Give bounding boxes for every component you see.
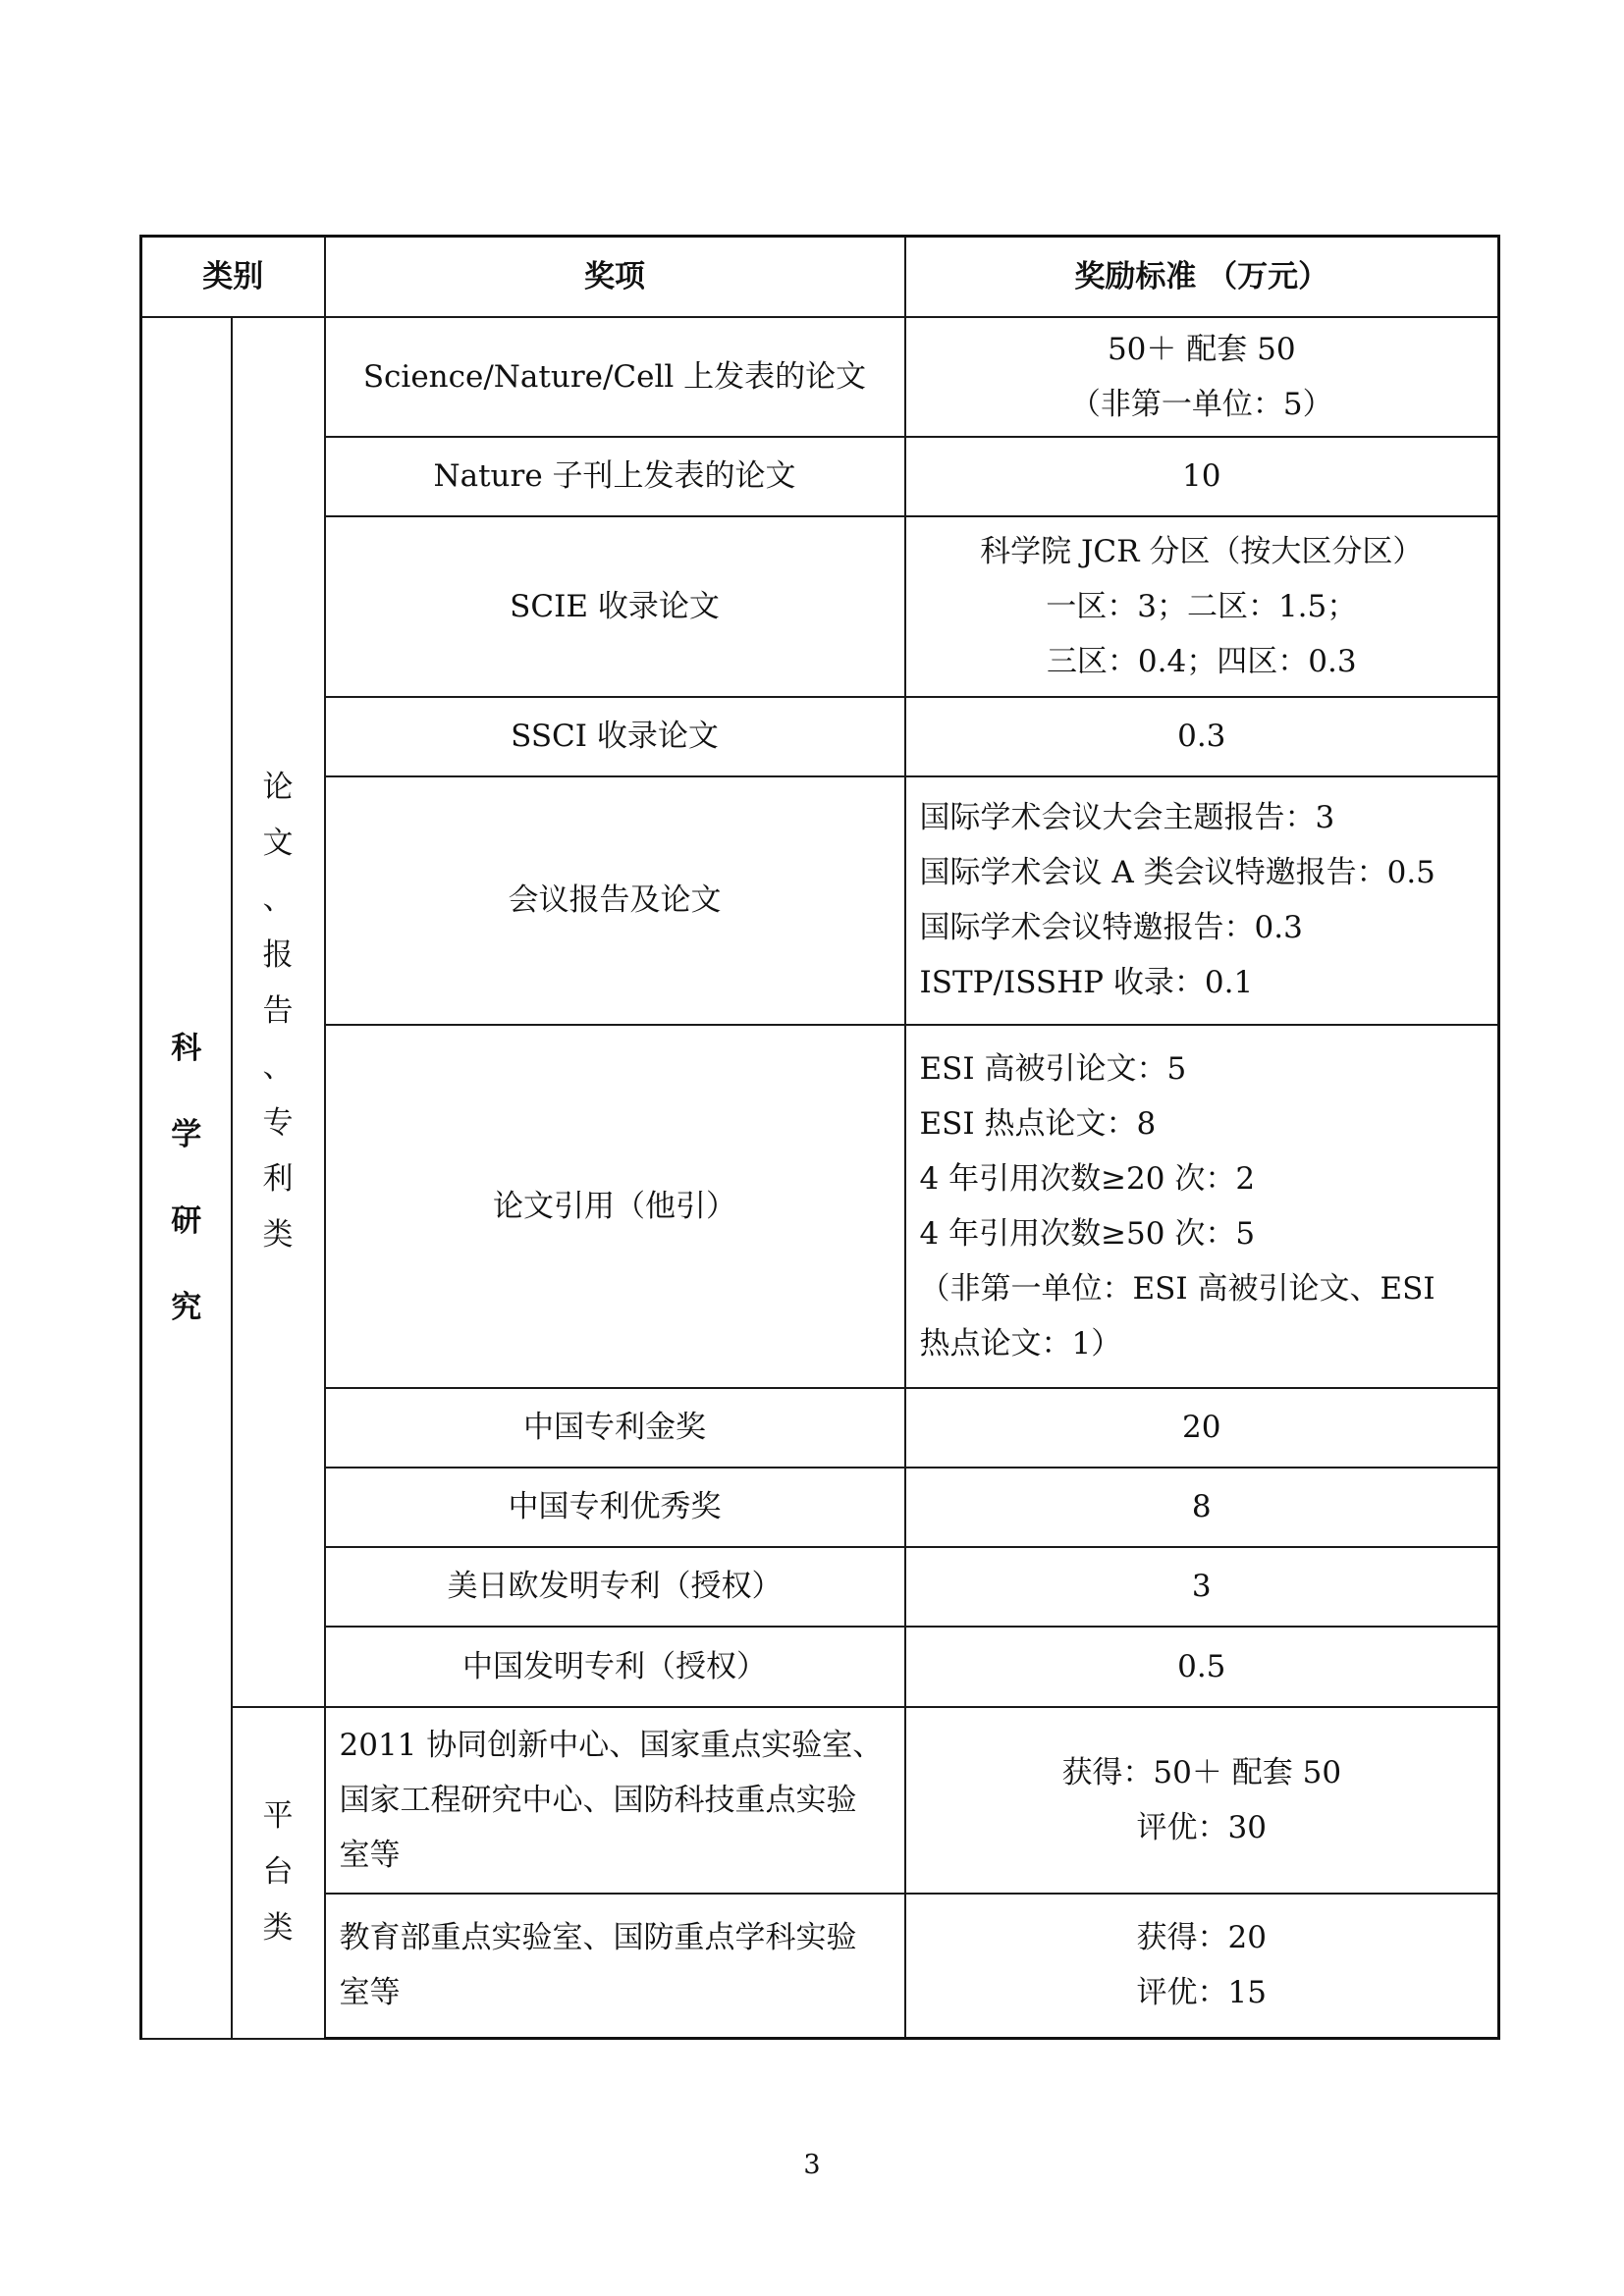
item-line: 中国专利金奖 [523, 1410, 706, 1445]
table-row [141, 1468, 1499, 1547]
group-label-char: 类 [262, 1910, 294, 1946]
item-line: SCIE 收录论文 [510, 588, 720, 624]
award-item-cell [325, 697, 905, 776]
group-label-char: 平 [262, 1798, 294, 1834]
category-main-char: 科 [171, 1030, 202, 1066]
table-header-row [141, 237, 1499, 317]
group-label-platform [232, 1707, 325, 2039]
award-standard-table [139, 235, 1500, 2040]
standard-line: 0.3 [1177, 719, 1226, 754]
standard-line: 3 [1191, 1569, 1212, 1604]
item-line: 会议报告及论文 [508, 882, 722, 918]
table-row [141, 1547, 1499, 1627]
award-item-cell [325, 1894, 905, 2039]
standard-line: 10 [1182, 458, 1221, 494]
category-main-char: 研 [171, 1202, 202, 1239]
table-row [141, 1707, 1499, 1894]
header-category: 类别 [141, 237, 325, 317]
award-item-cell [325, 516, 905, 697]
standard-line: 一区：3；二区：1.5； [1046, 588, 1358, 624]
category-main-char: 学 [171, 1116, 202, 1152]
award-standard-cell [905, 1468, 1499, 1547]
group-label-char: 、 [262, 1049, 294, 1085]
standard-line: 三区：0.4；四区：0.3 [1046, 643, 1357, 679]
award-item-cell [325, 1388, 905, 1468]
award-item-cell [325, 1025, 905, 1388]
standard-line: 获得：50＋ 配套 50 [1061, 1754, 1342, 1790]
category-main-cell [141, 317, 232, 2039]
group-label-char: 告 [262, 993, 294, 1029]
table-row [141, 697, 1499, 776]
award-standard-cell [905, 1894, 1499, 2039]
header-award-item: 奖项 [325, 237, 905, 317]
standard-line: 8 [1191, 1489, 1212, 1524]
page-number: 3 [803, 2150, 821, 2180]
standard-line: ISTP/ISSHP 收录：0.1 [919, 965, 1254, 1000]
award-standard-cell [905, 1025, 1499, 1388]
standard-line: 获得：20 [1136, 1920, 1267, 1956]
award-item-cell [325, 1707, 905, 1894]
table-row [141, 317, 1499, 437]
standard-line: 热点论文：1） [919, 1325, 1122, 1362]
group-label-char: 文 [262, 826, 294, 861]
item-line: 美日欧发明专利（授权） [447, 1569, 783, 1604]
award-standard-cell [905, 697, 1499, 776]
group-label-char: 利 [262, 1161, 294, 1197]
group-label-char: 台 [262, 1854, 294, 1890]
table-row [141, 1627, 1499, 1707]
standard-line: 国际学术会议特邀报告：0.3 [919, 910, 1303, 945]
table-row [141, 516, 1499, 697]
award-standard-cell [905, 437, 1499, 516]
group-label-char: 类 [262, 1217, 294, 1253]
award-standard-cell [905, 1627, 1499, 1707]
award-standard-cell [905, 776, 1499, 1025]
table-row [141, 1388, 1499, 1468]
category-main-char: 究 [171, 1289, 202, 1325]
standard-line: （非第一单位：5） [1069, 386, 1333, 422]
standard-line: 评优：30 [1136, 1809, 1267, 1845]
table-row [141, 1894, 1499, 2039]
standard-line: 0.5 [1177, 1648, 1226, 1684]
item-line: 国家工程研究中心、国防科技重点实验 [339, 1782, 857, 1818]
standard-line: 4 年引用次数≥20 次：2 [919, 1160, 1256, 1197]
item-line: 室等 [339, 1837, 401, 1873]
award-item-cell [325, 1547, 905, 1627]
header-award-standard: 奖励标准 （万元） [905, 237, 1499, 317]
award-item-cell [325, 1468, 905, 1547]
table-row [141, 437, 1499, 516]
award-item-cell [325, 776, 905, 1025]
award-item-cell [325, 1627, 905, 1707]
standard-line: 20 [1182, 1410, 1221, 1445]
group-label-char: 论 [262, 770, 294, 805]
standard-line: 国际学术会议 A 类会议特邀报告：0.5 [919, 855, 1435, 890]
item-line: 教育部重点实验室、国防重点学科实验 [339, 1920, 857, 1956]
award-item-cell [325, 437, 905, 516]
award-standard-cell [905, 1388, 1499, 1468]
item-line: Nature 子刊上发表的论文 [433, 458, 796, 494]
award-standard-cell [905, 1707, 1499, 1894]
table-row [141, 1025, 1499, 1388]
standard-line: ESI 高被引论文：5 [919, 1050, 1187, 1087]
group-label-char: 专 [262, 1105, 294, 1141]
standard-line: 国际学术会议大会主题报告：3 [919, 800, 1335, 835]
standard-line: （非第一单位：ESI 高被引论文、ESI [919, 1270, 1435, 1307]
standard-line: 4 年引用次数≥50 次：5 [919, 1215, 1256, 1252]
group-label-char: 报 [262, 937, 294, 973]
standard-line: ESI 热点论文：8 [919, 1105, 1157, 1142]
item-line: 2011 协同创新中心、国家重点实验室、 [339, 1727, 884, 1763]
award-item-cell [325, 317, 905, 437]
standard-line: 50＋ 配套 50 [1107, 331, 1296, 367]
item-line: Science/Nature/Cell 上发表的论文 [362, 358, 867, 395]
item-line: 中国发明专利（授权） [462, 1648, 767, 1684]
item-line: 室等 [339, 1975, 401, 2011]
award-standard-cell [905, 1547, 1499, 1627]
award-standard-cell [905, 516, 1499, 697]
table-row [141, 776, 1499, 1025]
standard-line: 评优：15 [1136, 1975, 1267, 2011]
group-label-char: 、 [262, 881, 294, 917]
award-standard-cell [905, 317, 1499, 437]
item-line: 论文引用（他引） [493, 1188, 736, 1224]
item-line: 中国专利优秀奖 [508, 1489, 722, 1524]
group-label-papers-patents [232, 317, 325, 1707]
standard-line: 科学院 JCR 分区（按大区分区） [980, 533, 1424, 569]
item-line: SSCI 收录论文 [511, 719, 719, 754]
